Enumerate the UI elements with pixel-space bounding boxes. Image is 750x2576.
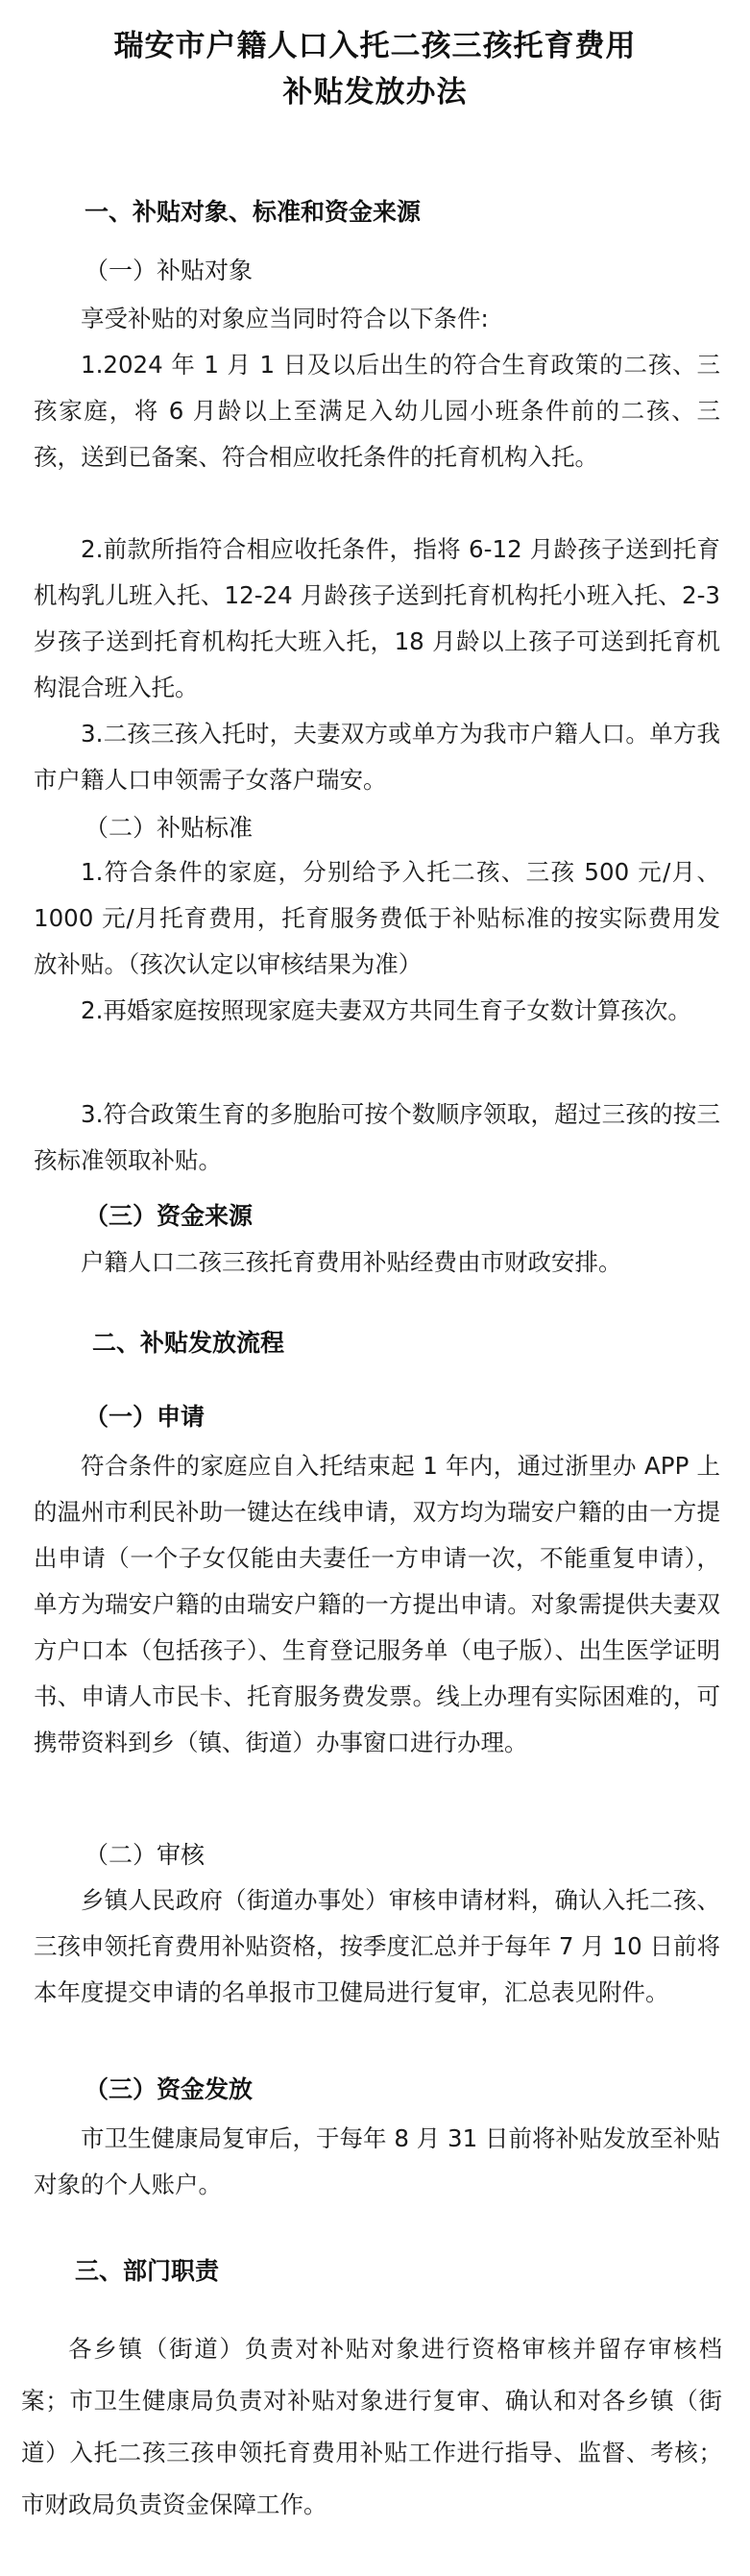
subsection-heading-1-3: （三）资金来源 xyxy=(85,1202,254,1230)
paragraph-1-2-2: 2.再婚家庭按照现家庭夫妻双方共同生育子女数计算孩次。 xyxy=(81,996,691,1024)
paragraph-1-3-1: 户籍人口二孩三孩托育费用补贴经费由市财政安排。 xyxy=(81,1248,622,1276)
section-heading-3: 三、部门职责 xyxy=(75,2257,220,2285)
paragraph-2-1-1: 符合条件的家庭应自入托结束起 1 年内，通过浙里办 APP 上的温州市利民补助一键达在线申请，双方均为瑞安户籍的由一方提出申请（一个子女仅能由夫妻任一方申请一次，不能重复申请），单方为瑞安户籍的由瑞安户籍的一方提出申请。对象需提供夫妻双方户口本（包括孩子）、生育登记服务单（电子版）、出生医学证明书、申请人市民卡、托育服务费发票。线上办理有实际困难的，可携带资料到乡（镇、街道）办事窗口进行办理。 xyxy=(34,1452,720,1756)
paragraph-3-1: 各乡镇（街道）负责对补贴对象进行资格审核并留存审核档案；市卫生健康局负责对补贴对象进行复审、确认和对各乡镇（街道）入托二孩三孩申领托育费用补贴工作进行指导、监督、考核；市财政局负责资金保障工作。 xyxy=(21,2335,722,2518)
subsection-heading-2-1: （一）申请 xyxy=(85,1403,206,1431)
subsection-heading-1-1: （一）补贴对象 xyxy=(85,257,254,284)
subsection-heading-1-2: （二）补贴标准 xyxy=(85,814,254,842)
paragraph-2-2-1: 乡镇人民政府（街道办事处）审核申请材料，确认入托二孩、三孩申领托育费用补贴资格，按季度汇总并于每年 7 月 10 日前将本年度提交申请的名单报市卫健局进行复审，汇总表见附件。 xyxy=(34,1886,720,2006)
paragraph-1-1-3: 2.前款所指符合相应收托条件，指将 6-12 月龄孩子送到托育机构乳儿班入托、12-24 月龄孩子送到托育机构托小班入托、2-3 岁孩子送到托育机构托大班入托，18 月龄以上孩子可送到托育机构混合班入托。 xyxy=(34,535,720,701)
document-title-line1: 瑞安市户籍人口入托二孩三孩托育费用 xyxy=(113,29,637,63)
paragraph-1-1-1: 享受补贴的对象应当同时符合以下条件: xyxy=(81,305,489,332)
paragraph-1-1-4: 3.二孩三孩入托时，夫妻双方或单方为我市户籍人口。单方我市户籍人口申领需子女落户瑞安。 xyxy=(34,720,720,794)
subsection-heading-2-3: （三）资金发放 xyxy=(85,2075,254,2103)
paragraph-1-2-1: 1.符合条件的家庭，分别给予入托二孩、三孩 500 元/月、1000 元/月托育费用，托育服务费低于补贴标准的按实际费用发放补贴。（孩次认定以审核结果为准） xyxy=(34,858,720,978)
section-heading-2: 二、补贴发放流程 xyxy=(92,1329,285,1357)
subsection-heading-2-2: （二）审核 xyxy=(85,1841,206,1869)
paragraph-2-3-1: 市卫生健康局复审后，于每年 8 月 31 日前将补贴发放至补贴对象的个人账户。 xyxy=(34,2124,720,2198)
document-title-line2: 补贴发放办法 xyxy=(282,75,468,110)
section-heading-1: 一、补贴对象、标准和资金来源 xyxy=(85,198,422,226)
paragraph-1-1-2: 1.2024 年 1 月 1 日及以后出生的符合生育政策的二孩、三孩家庭，将 6 月龄以上至满足入幼儿园小班条件前的二孩、三孩，送到已备案、符合相应收托条件的托育机构入托。 xyxy=(34,351,720,471)
paragraph-1-2-3: 3.符合政策生育的多胞胎可按个数顺序领取，超过三孩的按三孩标准领取补贴。 xyxy=(34,1100,720,1174)
